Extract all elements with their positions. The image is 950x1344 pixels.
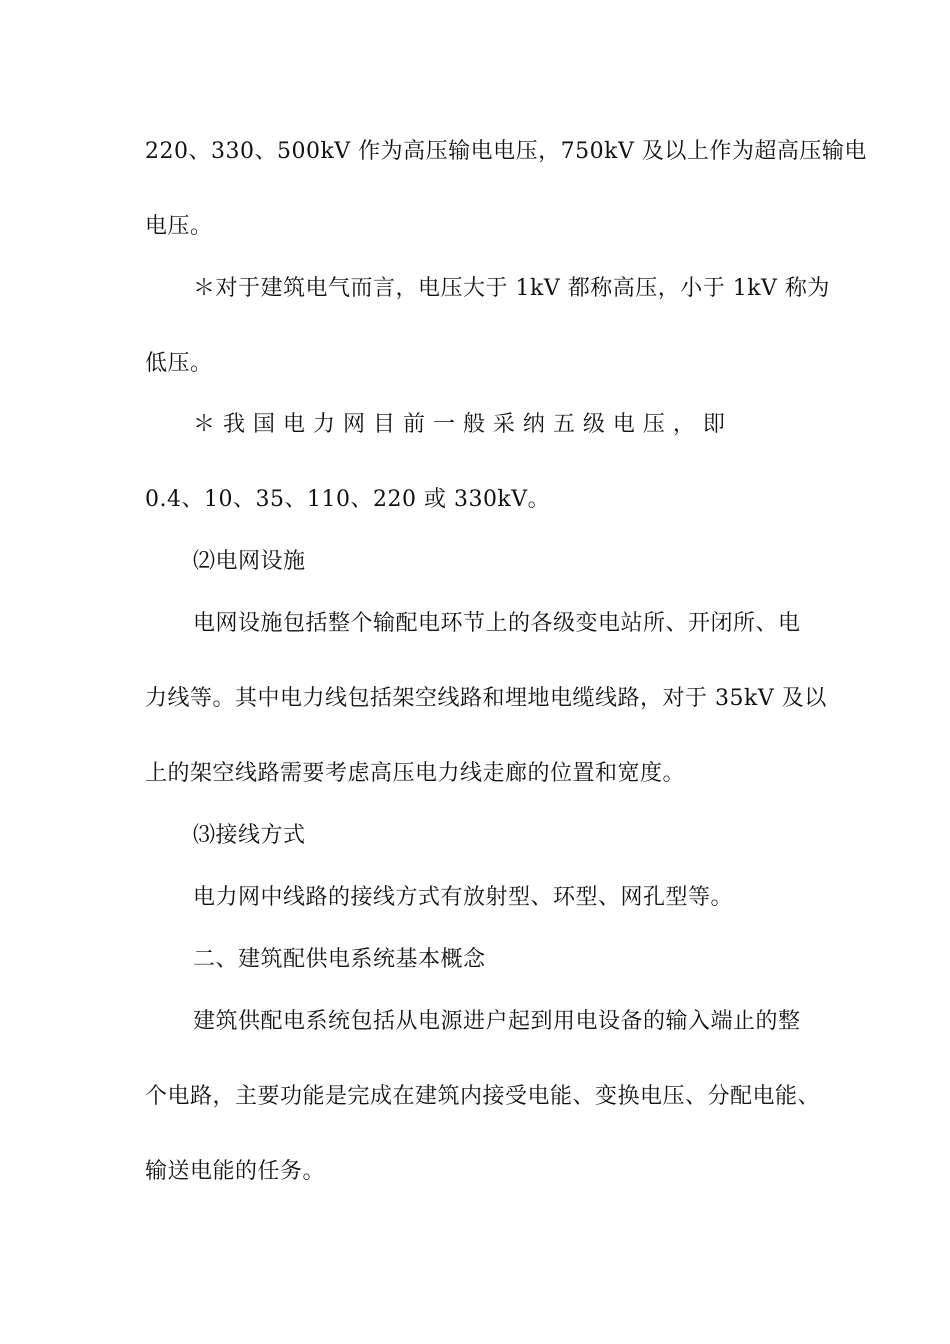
- paragraph-line: 0.4、10、35、110、220 或 330kV。: [145, 487, 551, 512]
- paragraph-line: 低压。: [145, 351, 213, 376]
- paragraph-line: 个电路，主要功能是完成在建筑内接受电能、变换电压、分配电能、: [145, 1084, 821, 1109]
- section-heading: 二、建筑配供电系统基本概念: [193, 947, 486, 972]
- section-heading: ⑵电网设施: [193, 549, 306, 574]
- section-heading: ⑶接线方式: [193, 823, 306, 848]
- paragraph-line: 力线等。其中电力线包括架空线路和埋地电缆线路，对于 35kV 及以: [145, 686, 827, 711]
- paragraph-line: 220、330、500kV 作为高压输电电压，750kV 及以上作为超高压输电: [145, 139, 867, 164]
- paragraph-line: 电压。: [145, 214, 213, 239]
- paragraph-line: 建筑供配电系统包括从电源进户起到用电设备的输入端止的整: [193, 1009, 801, 1034]
- paragraph-line: 电力网中线路的接线方式有放射型、环型、网孔型等。: [193, 885, 734, 910]
- paragraph-line: ＊ 我 国 电 力 网 目 前 一 般 采 纳 五 级 电 压 ， 即: [193, 412, 726, 437]
- paragraph-line: 输送电能的任务。: [145, 1159, 326, 1184]
- paragraph-line: ＊对于建筑电气而言，电压大于 1kV 都称高压，小于 1kV 称为: [193, 276, 830, 301]
- paragraph-line: 电网设施包括整个输配电环节上的各级变电站所、开闭所、电: [193, 611, 801, 636]
- paragraph-line: 上的架空线路需要考虑高压电力线走廊的位置和宽度。: [145, 761, 686, 786]
